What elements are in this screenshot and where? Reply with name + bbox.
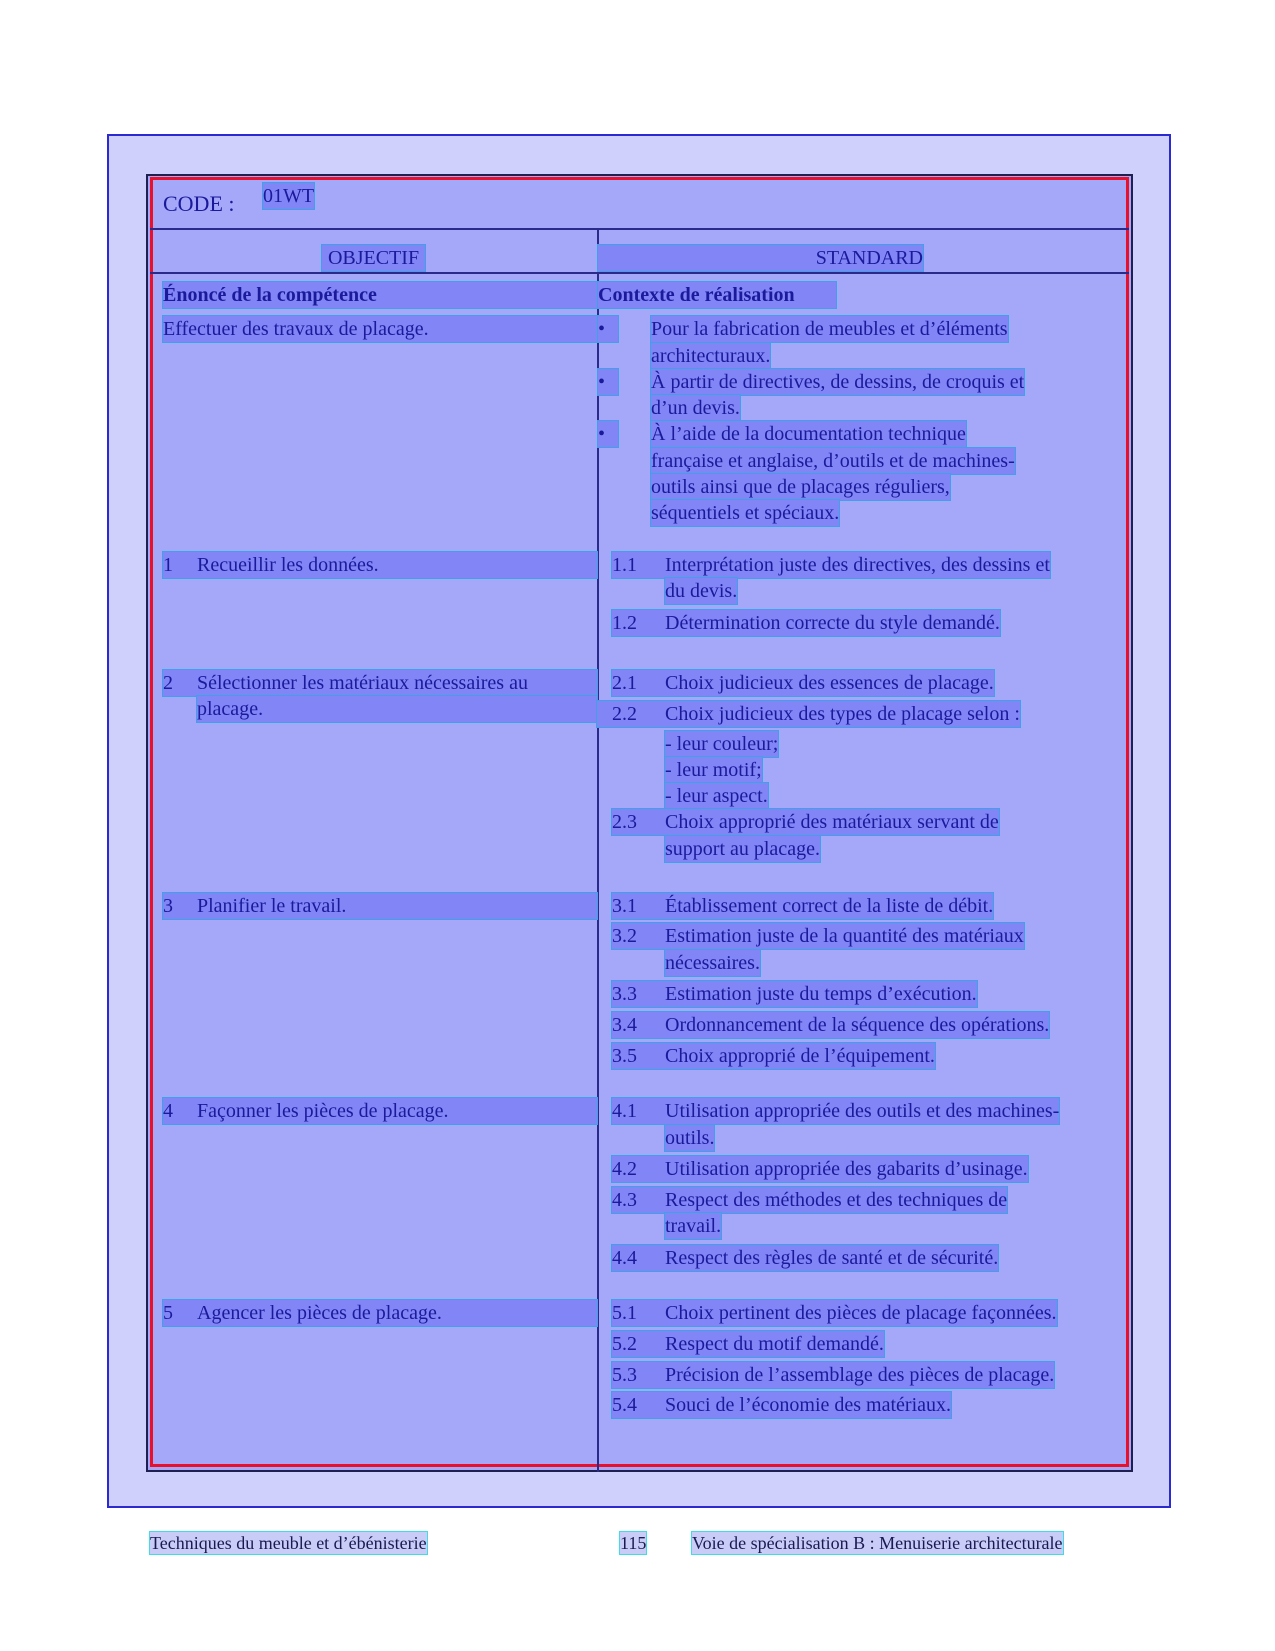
bullet-icon: • — [598, 421, 618, 447]
footer-page-number: 115 — [620, 1533, 647, 1553]
element-3 — [163, 893, 597, 919]
criterion-sub-item: - leur motif; — [665, 759, 762, 781]
element-4 — [163, 1098, 597, 1124]
criterion-3-5 — [612, 1043, 935, 1069]
criterion-text: Respect des règles de santé et de sécurité. — [665, 1247, 999, 1269]
criterion-1-2 — [612, 610, 1000, 636]
objectif-heading: OBJECTIF — [322, 245, 425, 271]
criterion-text: Respect du motif demandé. — [665, 1333, 884, 1355]
criterion-text: Ordonnancement de la séquence des opérations. — [665, 1014, 1050, 1036]
criterion-number: 2.2 — [612, 703, 637, 725]
criterion-text: Choix approprié de l’équipement. — [665, 1045, 935, 1067]
criterion-4-2 — [612, 1156, 1028, 1182]
context-line: d’un devis. — [651, 397, 740, 419]
criterion-line: travail. — [665, 1215, 722, 1237]
context-line: outils ainsi que de placages réguliers, — [651, 476, 950, 498]
criterion-number: 3.5 — [612, 1045, 637, 1067]
criterion-number: 4.1 — [612, 1100, 637, 1122]
element-number: 5 — [163, 1302, 173, 1324]
criterion-sub-item: - leur aspect. — [665, 785, 768, 807]
bullet-icon: • — [598, 316, 618, 342]
criterion-line: nécessaires. — [665, 952, 760, 974]
criterion-text: Choix pertinent des pièces de placage façonnées. — [665, 1302, 1057, 1324]
criterion-number: 5.3 — [612, 1364, 637, 1386]
criterion-4-1 — [612, 1098, 1059, 1124]
criterion-5-4 — [612, 1392, 951, 1418]
criterion-text: Établissement correct de la liste de débit. — [665, 895, 994, 917]
criterion-line: du devis. — [665, 580, 738, 602]
criterion-number: 4.4 — [612, 1247, 637, 1269]
context-line: À l’aide de la documentation technique — [651, 423, 966, 445]
criterion-number: 2.1 — [612, 672, 637, 694]
criterion-number: 2.3 — [612, 811, 637, 833]
criterion-text: Estimation juste de la quantité des matériaux — [665, 925, 1024, 947]
criterion-text: Estimation juste du temps d’exécution. — [665, 983, 977, 1005]
element-text: Agencer les pièces de placage. — [197, 1302, 442, 1324]
standard-heading: STANDARD — [598, 245, 923, 271]
criterion-text: Détermination correcte du style demandé. — [665, 612, 1000, 634]
criterion-number: 1.2 — [612, 612, 637, 634]
element-number: 4 — [163, 1100, 173, 1122]
context-line: française et anglaise, d’outils et de machines- — [651, 450, 1015, 472]
criterion-text: Précision de l’assemblage des pièces de placage. — [665, 1364, 1055, 1386]
element-text: Sélectionner les matériaux nécessaires au — [197, 672, 528, 694]
criterion-text: Utilisation appropriée des outils et des machines- — [665, 1100, 1060, 1122]
competency-statement: Effectuer des travaux de placage. — [163, 316, 597, 342]
code-label: CODE : — [163, 191, 235, 216]
criterion-number: 4.3 — [612, 1189, 637, 1211]
criterion-3-3 — [612, 981, 977, 1007]
criterion-number: 3.4 — [612, 1014, 637, 1036]
criterion-3-2 — [612, 923, 1024, 949]
element-1 — [163, 552, 597, 578]
element-number: 1 — [163, 554, 173, 576]
criterion-number: 5.2 — [612, 1333, 637, 1355]
criterion-number: 5.4 — [612, 1394, 637, 1416]
footer-program-title: Techniques du meuble et d’ébénisterie — [150, 1533, 427, 1553]
criterion-2-3 — [612, 809, 999, 835]
column-divider — [597, 228, 599, 1472]
criterion-5-2 — [612, 1331, 884, 1357]
criterion-1-1 — [612, 552, 1050, 578]
criterion-2-1 — [612, 670, 994, 696]
element-2-line-2: placage. — [197, 696, 597, 722]
criterion-number: 3.3 — [612, 983, 637, 1005]
criterion-text: Choix judicieux des types de placage selon : — [665, 703, 1020, 725]
context-line: À partir de directives, de dessins, de croquis et — [651, 371, 1025, 393]
criterion-4-3 — [612, 1187, 1007, 1213]
criterion-number: 1.1 — [612, 554, 637, 576]
criterion-line: outils. — [665, 1127, 715, 1149]
element-text: Planifier le travail. — [197, 895, 347, 917]
criterion-3-4 — [612, 1012, 1049, 1038]
element-5 — [163, 1300, 597, 1326]
element-2 — [163, 670, 597, 696]
footer-specialisation: Voie de spécialisation B : Menuiserie architecturale — [692, 1533, 1063, 1553]
element-number: 3 — [163, 895, 173, 917]
context-line: séquentiels et spéciaux. — [651, 502, 840, 524]
criterion-number: 5.1 — [612, 1302, 637, 1324]
criterion-text: Choix judicieux des essences de placage. — [665, 672, 994, 694]
criterion-number: 3.1 — [612, 895, 637, 917]
criterion-number: 3.2 — [612, 925, 637, 947]
criterion-line: support au placage. — [665, 838, 820, 860]
criterion-5-3 — [612, 1362, 1054, 1388]
context-line: architecturaux. — [651, 345, 771, 367]
element-number: 2 — [163, 672, 173, 694]
criterion-number: 4.2 — [612, 1158, 637, 1180]
criterion-text: Choix approprié des matériaux servant de — [665, 811, 999, 833]
bullet-icon: • — [598, 369, 618, 395]
context-heading: Contexte de réalisation — [598, 282, 836, 308]
element-text: Recueillir les données. — [197, 554, 379, 576]
criterion-4-4 — [612, 1245, 998, 1271]
criterion-2-2 — [597, 701, 1020, 727]
element-text: Façonner les pièces de placage. — [197, 1100, 449, 1122]
criterion-text: Interprétation juste des directives, des dessins et — [665, 554, 1050, 576]
criterion-text: Utilisation appropriée des gabarits d’usinage. — [665, 1158, 1028, 1180]
context-line: Pour la fabrication de meubles et d’éléments — [651, 318, 1008, 340]
criterion-5-1 — [612, 1300, 1057, 1326]
criterion-3-1 — [612, 893, 993, 919]
code-value: 01WT — [263, 185, 315, 207]
criterion-text: Souci de l’économie des matériaux. — [665, 1394, 952, 1416]
competency-heading: Énoncé de la compétence — [163, 282, 597, 308]
criterion-sub-item: - leur couleur; — [665, 733, 779, 755]
column-header-divider — [150, 272, 1129, 274]
criterion-text: Respect des méthodes et des techniques de — [665, 1189, 1008, 1211]
header-divider — [150, 228, 1129, 230]
